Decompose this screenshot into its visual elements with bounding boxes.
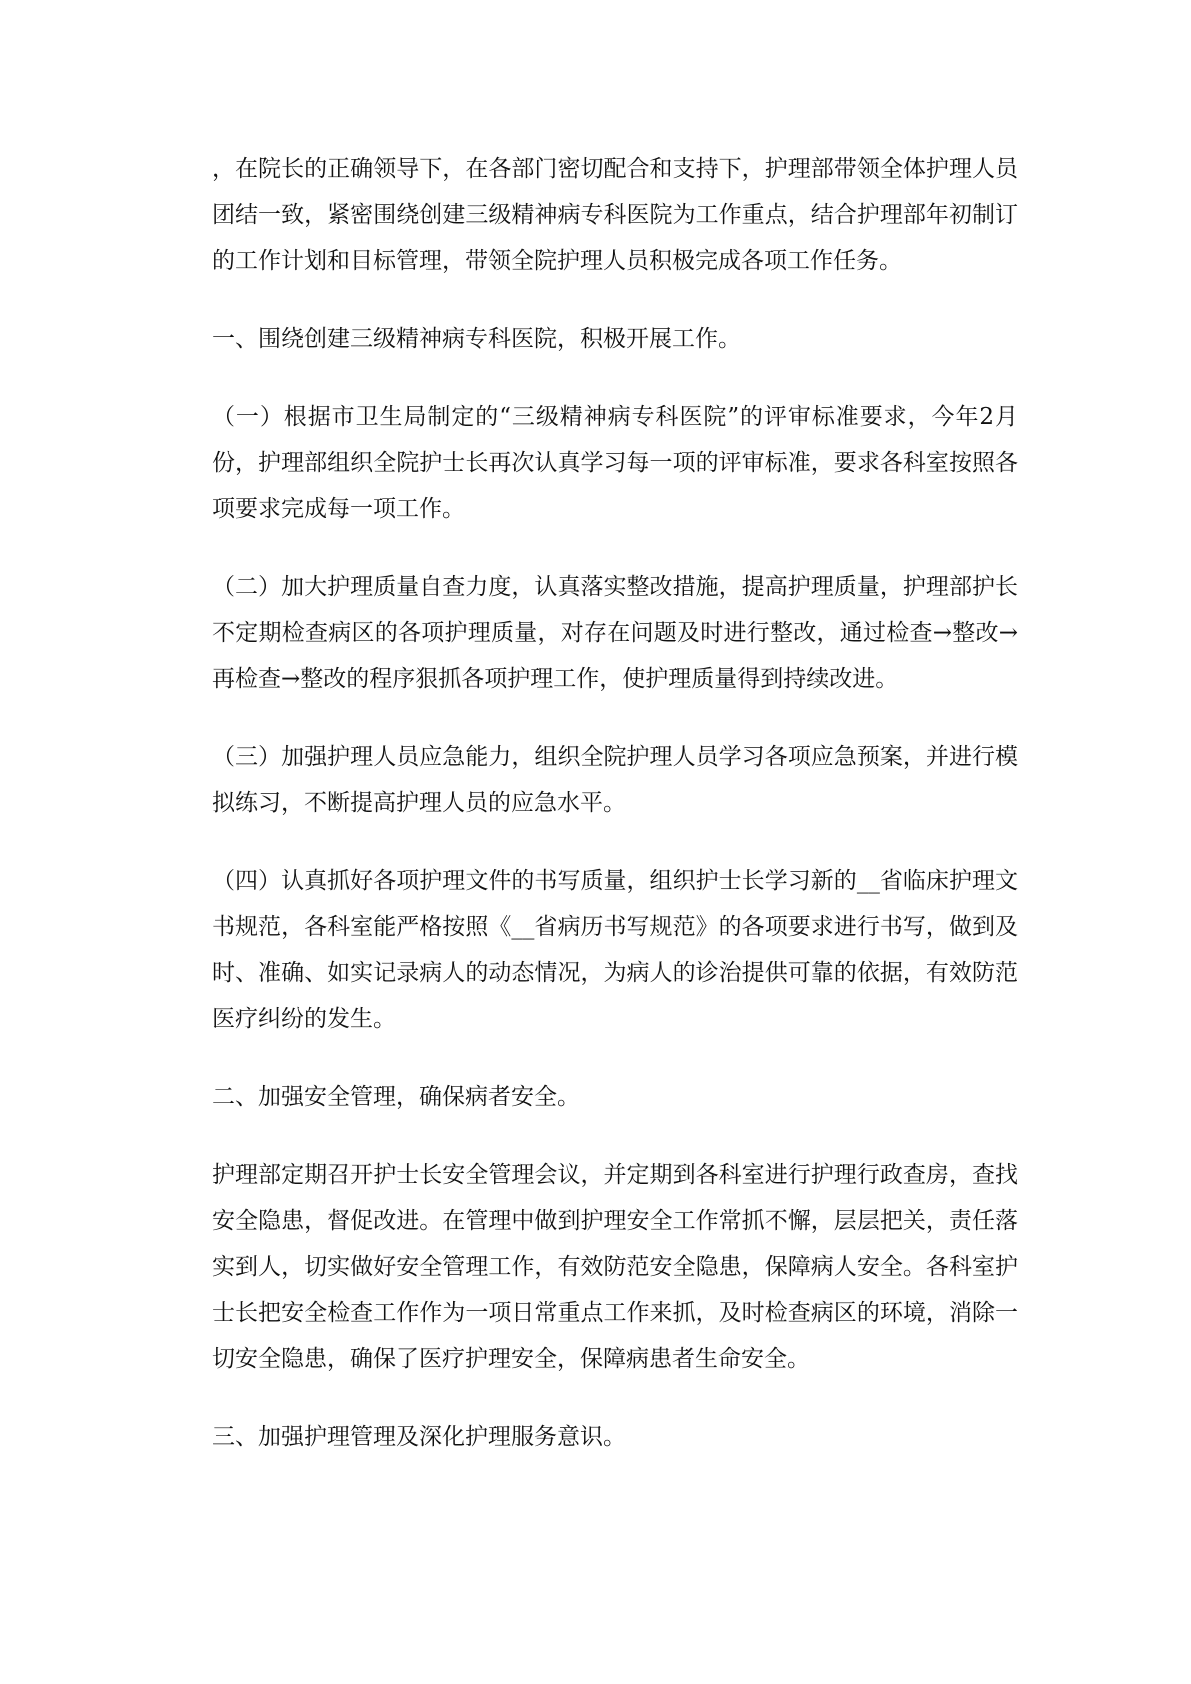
heading-section-3: 三、加强护理管理及深化护理服务意识。 [212, 1424, 626, 1450]
heading-section-1: 一、围绕创建三级精神病专科医院，积极开展工作。 [212, 326, 741, 352]
paragraph-1-1: （一）根据市卫生局制定的“三级精神病专科医院”的评审标准要求，今年2月份，护理部组织全院护士长再次认真学习每一项的评审标准，要求各科室按照各项要求完成每一项工作。 [212, 404, 1018, 522]
paragraph-1-2: （二）加大护理质量自查力度，认真落实整改措施，提高护理质量，护理部护长不定期检查病区的各项护理质量，对存在问题及时进行整改，通过检查→整改→再检查→整改的程序狠抓各项护理工作，使护理质量得到持续改进。 [212, 574, 1018, 692]
heading-section-2: 二、加强安全管理，确保病者安全。 [212, 1084, 580, 1110]
paragraph-1-4: （四）认真抓好各项护理文件的书写质量，组织护士长学习新的__省临床护理文书规范，各科室能严格按照《__省病历书写规范》的各项要求进行书写，做到及时、准确、如实记录病人的动态情况，为病人的诊治提供可靠的依据，有效防范医疗纠纷的发生。 [212, 868, 1018, 1032]
paragraph-1-3: （三）加强护理人员应急能力，组织全院护理人员学习各项应急预案，并进行模拟练习，不断提高护理人员的应急水平。 [212, 744, 1018, 816]
paragraph-2: 护理部定期召开护士长安全管理会议，并定期到各科室进行护理行政查房，查找安全隐患，督促改进。在管理中做到护理安全工作常抓不懈，层层把关，责任落实到人，切实做好安全管理工作，有效防范安全隐患，保障病人安全。各科室护士长把安全检查工作作为一项日常重点工作来抓，及时检查病区的环境，消除一切安全隐患，确保了医疗护理安全，保障病患者生命安全。 [212, 1162, 1018, 1372]
paragraph-intro: ，在院长的正确领导下，在各部门密切配合和支持下，护理部带领全体护理人员团结一致，紧密围绕创建三级精神病专科医院为工作重点，结合护理部年初制订的工作计划和目标管理，带领全院护理人员积极完成各项工作任务。 [212, 156, 1018, 274]
document-body [212, 146, 1018, 1492]
